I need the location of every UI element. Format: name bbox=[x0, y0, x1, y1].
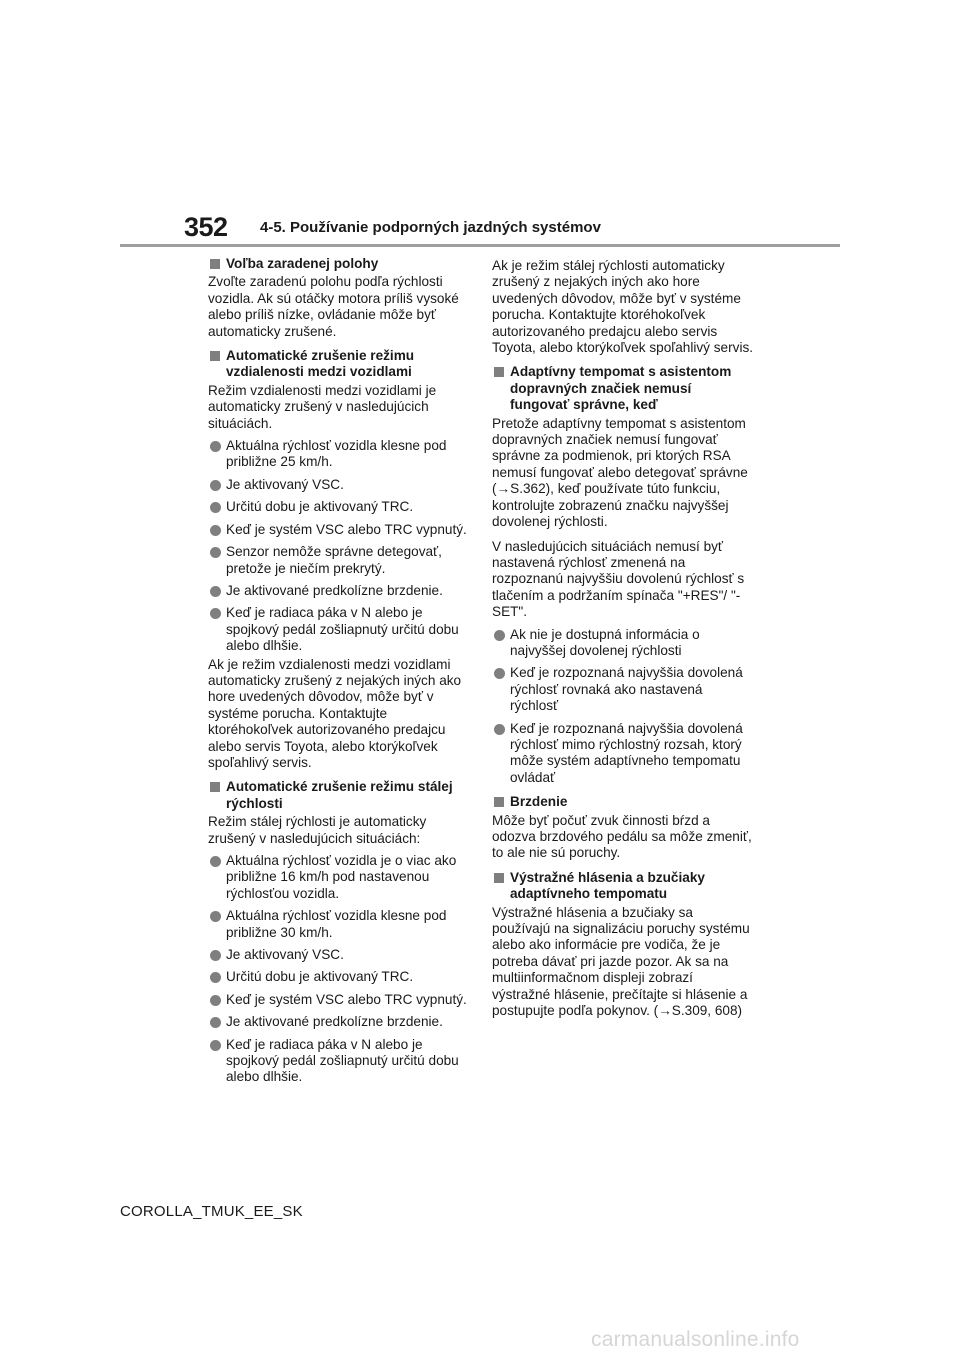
watermark: carmanualsonline.info bbox=[591, 1328, 800, 1351]
section-bullet: Aktuálna rýchlosť vozidla klesne pod približne 25 km/h. bbox=[208, 438, 470, 471]
section-para: Ak je režim vzdialenosti medzi vozidlami automaticky zrušený z nejakých iných ako hore uvedených dôvodov, môže byť v systéme porucha. Kontaktujte ktoréhokoľvek autorizovaného predajcu alebo servis Toyota, alebo ktorýkoľvek spoľahlivý servis. bbox=[208, 656, 462, 770]
footer-model-code: COROLLA_TMUK_EE_SK bbox=[120, 1203, 303, 1220]
section-bullet: Keď je radiaca páka v N alebo je spojkový pedál zošliapnutý určitú dobu alebo dlhšie. bbox=[208, 605, 470, 654]
section-bullet: Určitú dobu je aktivovaný TRC. bbox=[208, 499, 470, 515]
section-bullet: Aktuálna rýchlosť vozidla klesne pod približne 30 km/h. bbox=[208, 908, 470, 941]
section-bullet: Senzor nemôže správne detegovať, pretože je niečím prekrytý. bbox=[208, 544, 470, 577]
left-column bbox=[208, 256, 470, 1086]
section-para: Ak je režim stálej rýchlosti automaticky zrušený z nejakých iných ako hore uvedených dôvodov, môže byť v systéme porucha. Kontaktujte ktoréhokoľvek autorizovaného predajcu alebo servis Toyota, alebo ktorýkoľvek spoľahlivý servis. bbox=[492, 258, 754, 356]
section-bullet: Keď je rozpoznaná najvyššia dovolená rýchlosť rovnaká ako nastavená rýchlosť bbox=[492, 665, 754, 714]
section-para: Môže byť počuť zvuk činnosti bŕzd a odozva brzdového pedálu sa môže zmeniť, to ale nie sú poruchy. bbox=[492, 812, 752, 861]
section-heading: Voľba zaradenej polohy bbox=[208, 256, 470, 272]
section-bullet: Keď je systém VSC alebo TRC vypnutý. bbox=[208, 992, 470, 1008]
page-number: 352 bbox=[184, 212, 228, 242]
section-heading: Automatické zrušenie režimu stálej rýchlosti bbox=[208, 779, 470, 812]
section-para: Zvoľte zaradenú polohu podľa rýchlosti vozidla. Ak sú otáčky motora príliš vysoké alebo príliš nízke, ovládanie môže byť automaticky zrušené. bbox=[208, 274, 459, 339]
section-para: Pretože adaptívny tempomat s asistentom dopravných značiek nemusí fungovať správne za podmienok, pri ktorých RSA nemusí fungovať alebo detegovať správne (→S.362), keď používate túto funkciu, kontrolujte zobrazenú značku najvyššej dovolenej rýchlosti. bbox=[492, 415, 748, 530]
section-bullet: Je aktivované predkolízne brzdenie. bbox=[208, 1014, 470, 1030]
section-bullet: Ak nie je dostupná informácia o najvyššej dovolenej rýchlosti bbox=[492, 627, 754, 660]
section-bullet: Určitú dobu je aktivovaný TRC. bbox=[208, 969, 470, 985]
section-bullet: Je aktivované predkolízne brzdenie. bbox=[208, 583, 470, 599]
section-para: Režim vzdialenosti medzi vozidlami je automaticky zrušený v nasledujúcich situáciách. bbox=[208, 382, 437, 431]
section-heading: Brzdenie bbox=[492, 794, 754, 810]
section-bullet: Keď je radiaca páka v N alebo je spojkový pedál zošliapnutý určitú dobu alebo dlhšie. bbox=[208, 1037, 470, 1086]
section-para: V nasledujúcich situáciách nemusí byť nastavená rýchlosť zmenená na rozpoznanú najvyššiu dovolenú rýchlosť s tlačením a podržaním spínača "+RES"/ "-SET". bbox=[492, 538, 745, 620]
section-heading: Adaptívny tempomat s asistentom dopravných značiek nemusí fungovať správne, keď bbox=[492, 364, 754, 413]
section-bullet: Keď je rozpoznaná najvyššia dovolená rýchlosť mimo rýchlostný rozsah, ktorý môže systém adaptívneho tempomatu ovládať bbox=[492, 721, 754, 787]
section-heading: Automatické zrušenie režimu vzdialenosti medzi vozidlami bbox=[208, 348, 470, 381]
section-bullet: Je aktivovaný VSC. bbox=[208, 477, 470, 493]
header-rule bbox=[120, 244, 840, 247]
section-para: Výstražné hlásenia a bzučiaky sa používajú na signalizáciu poruchy systému alebo ako informácie pre vodiča, že je potreba dávať pri jazde pozor. Ak sa na multiinformačnom displeji zobrazí výstražné hlásenie, prečítajte si hlásenie a postupujte podľa pokynov. (→S.309, 608) bbox=[492, 904, 750, 1019]
section-para: Režim stálej rýchlosti je automaticky zrušený v nasledujúcich situáciách: bbox=[208, 814, 427, 846]
section-bullet: Je aktivovaný VSC. bbox=[208, 947, 470, 963]
chapter-title: 4-5. Používanie podporných jazdných systémov bbox=[260, 219, 601, 236]
right-column bbox=[492, 256, 754, 1019]
section-heading: Výstražné hlásenia a bzučiaky adaptívneho tempomatu bbox=[492, 870, 754, 903]
section-bullet: Keď je systém VSC alebo TRC vypnutý. bbox=[208, 522, 470, 538]
section-bullet: Aktuálna rýchlosť vozidla je o viac ako približne 16 km/h pod nastavenou rýchlosťou vozidla. bbox=[208, 853, 470, 902]
